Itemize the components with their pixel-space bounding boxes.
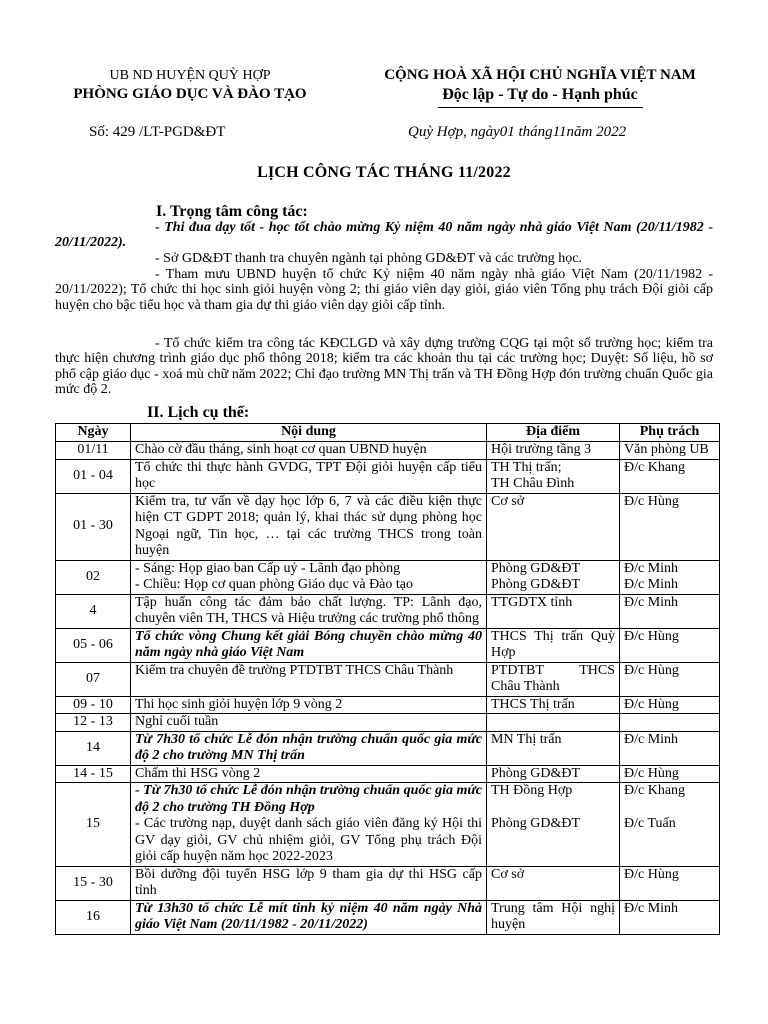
row-place: THCS Thị trấn Quỳ Hợp: [487, 628, 620, 662]
schedule-table: [55, 423, 720, 935]
row-place: TH Thị trấn; TH Châu Đình: [487, 459, 620, 493]
table-row: [56, 442, 720, 460]
document-number: Số: 429 /LT-PGD&ĐT: [89, 124, 226, 140]
table-row: [56, 493, 720, 560]
row-person: Đ/c Khang: [620, 459, 720, 493]
col-header-day: Ngày: [56, 424, 131, 442]
row-day: 09 - 10: [56, 696, 131, 714]
row-day: 01 - 30: [56, 493, 131, 560]
row-place: MN Thị trấn: [487, 731, 620, 765]
table-row: [56, 696, 720, 714]
row-content: Bồi dưỡng đội tuyển HSG lớp 9 tham gia dự thi HSG cấp tỉnh: [131, 866, 487, 900]
row-person: Đ/c Hùng: [620, 628, 720, 662]
row-day: 02: [56, 560, 131, 594]
table-row: [56, 662, 720, 696]
table-row: [56, 594, 720, 628]
row-person: Đ/c Hùng: [620, 696, 720, 714]
table-row: [56, 459, 720, 493]
national-title: CỘNG HOÀ XÃ HỘI CHỦ NGHĨA VIỆT NAM: [384, 67, 696, 83]
row-place: THCS Thị trấn: [487, 696, 620, 714]
row-place-2: Phòng GD&ĐT: [491, 815, 581, 831]
row-place: Trung tâm Hội nghị huyện: [487, 900, 620, 934]
agency-name: PHÒNG GIÁO DỤC VÀ ĐÀO TẠO: [73, 86, 307, 102]
row-day: 4: [56, 594, 131, 628]
row-content: - Sáng: Họp giao ban Cấp uỷ - Lãnh đạo phòng - Chiều: Họp cơ quan phòng Giáo dục và Đào tạo: [131, 560, 487, 594]
col-header-place: Địa điểm: [487, 424, 620, 442]
row-day: 15: [56, 783, 131, 867]
table-row: [56, 714, 720, 732]
table-row: [56, 731, 720, 765]
row-day: 01 - 04: [56, 459, 131, 493]
focus-paragraph-3: - Tham mưu UBND huyện tổ chức Kỷ niệm 40 năm ngày nhà giáo Việt Nam (20/11/1982 - 20/11/2022); Tổ chức thi học sinh giỏi huyện vòng 2; thi giáo viên dạy giỏi, giáo viên Tổng phụ trách Đội giỏi cấp huyện cho bậc tiểu học và tham gia dự thi giáo viên dạy giỏi cấp tỉnh.: [55, 267, 713, 313]
focus-paragraph-2: - Sở GD&ĐT thanh tra chuyên ngành tại phòng GD&ĐT và các trường học.: [155, 251, 583, 266]
row-place: Hội trường tầng 3: [487, 442, 620, 460]
row-content: Tổ chức thi thực hành GVDG, TPT Đội giỏi huyện cấp tiểu học: [131, 459, 487, 493]
row-day: 01/11: [56, 442, 131, 460]
row-place: [487, 783, 620, 867]
row-person: Văn phòng UB: [620, 442, 720, 460]
row-person: Đ/c Hùng: [620, 493, 720, 560]
row-content: Tập huấn công tác đảm bảo chất lượng. TP: Lãnh đạo, chuyên viên TH, THCS và Hiệu trưởng các trường phổ thông: [131, 594, 487, 628]
motto-underline: [438, 107, 643, 108]
row-person: [620, 783, 720, 867]
row-content-bold: - Từ 7h30 tổ chức Lễ đón nhận trường chuẩn quốc gia mức độ 2 cho trường TH Đồng Hợp: [135, 783, 482, 815]
row-place: Phòng GD&ĐT Phòng GD&ĐT: [487, 560, 620, 594]
row-day: 16: [56, 900, 131, 934]
national-motto: Độc lập - Tự do - Hạnh phúc: [442, 86, 638, 103]
row-day: 12 - 13: [56, 714, 131, 732]
document-title: LỊCH CÔNG TÁC THÁNG 11/2022: [257, 164, 511, 181]
row-person: Đ/c Minh: [620, 594, 720, 628]
table-header-row: [56, 424, 720, 442]
section-2-heading: II. Lịch cụ thể:: [147, 404, 250, 421]
row-day: 15 - 30: [56, 866, 131, 900]
row-content: Tổ chức vòng Chung kết giải Bóng chuyền chào mừng 40 năm ngày nhà giáo Việt Nam: [131, 628, 487, 662]
focus-paragraph-4: - Tổ chức kiểm tra công tác KĐCLGD và xây dựng trường CQG tại một số trường học; kiểm tra thực hiện chương trình giáo dục phổ thông 2018; kiểm tra các khoản thu tại các trường học; Duyệt: Số liệu, hồ sơ phổ cập giáo dục - xoá mù chữ năm 2022; Chỉ đạo trường MN Thị trấn và TH Đồng Hợp đón trường chuẩn Quốc gia mức độ 2.: [55, 336, 713, 398]
table-row: [56, 628, 720, 662]
row-content: Từ 13h30 tổ chức Lễ mít tinh kỷ niệm 40 năm ngày Nhà giáo Việt Nam (20/11/1982 - 20/11/2022): [131, 900, 487, 934]
row-person-2: Đ/c Tuấn: [624, 815, 676, 831]
col-header-person: Phụ trách: [620, 424, 720, 442]
row-content-sub: - Các trường nạp, duyệt danh sách giáo viên đăng ký Hội thi GV dạy giỏi, GV chủ nhiệm giỏi, GV Tổng phụ trách Đội giỏi cấp huyện năm học 2022-2023: [135, 816, 482, 864]
row-content: Chào cờ đầu tháng, sinh hoạt cơ quan UBND huyện: [131, 442, 487, 460]
row-place: Cơ sở: [487, 866, 620, 900]
row-place: Phòng GD&ĐT: [487, 765, 620, 783]
row-person: Đ/c Hùng: [620, 866, 720, 900]
row-person: [620, 714, 720, 732]
row-person-1: Đ/c Khang: [624, 783, 686, 798]
row-person: Đ/c Minh Đ/c Minh: [620, 560, 720, 594]
row-person: Đ/c Minh: [620, 900, 720, 934]
focus-paragraph-1: - Thi đua dạy tốt - học tốt chào mừng Kỷ niệm 40 năm ngày nhà giáo Việt Nam (20/11/1982 - 20/11/2022).: [55, 220, 713, 251]
table-row: [56, 765, 720, 783]
col-header-content: Nội dung: [131, 424, 487, 442]
row-content: [131, 783, 487, 867]
table-row: [56, 783, 720, 867]
row-place: PTDTBT THCS Châu Thành: [487, 662, 620, 696]
place-date: Quỳ Hợp, ngày01 tháng11năm 2022: [408, 124, 627, 140]
row-day: 14 - 15: [56, 765, 131, 783]
row-person: Đ/c Minh: [620, 731, 720, 765]
row-person: Đ/c Hùng: [620, 765, 720, 783]
table-row: [56, 560, 720, 594]
row-content: Từ 7h30 tổ chức Lễ đón nhận trường chuẩn quốc gia mức độ 2 cho trường MN Thị trấn: [131, 731, 487, 765]
row-content: Chấm thi HSG vòng 2: [131, 765, 487, 783]
row-place: TTGDTX tỉnh: [487, 594, 620, 628]
table-row: [56, 866, 720, 900]
agency-parent: UB ND HUYỆN QUỲ HỢP: [109, 68, 271, 83]
row-person: Đ/c Hùng: [620, 662, 720, 696]
row-content: Kiểm tra, tư vấn về dạy học lớp 6, 7 và các điều kiện thực hiện CT GDPT 2018; quản lý, khai thác sử dụng phòng học Ngoại ngữ, Tin học, … tại các trường THCS trong toàn huyện: [131, 493, 487, 560]
section-1-heading: I. Trọng tâm công tác:: [156, 203, 308, 220]
row-day: 05 - 06: [56, 628, 131, 662]
row-place-1: TH Đồng Hợp: [491, 783, 573, 798]
row-content: Thi học sinh giỏi huyện lớp 9 vòng 2: [131, 696, 487, 714]
row-place: Cơ sở: [487, 493, 620, 560]
row-day: 07: [56, 662, 131, 696]
row-day: 14: [56, 731, 131, 765]
row-place: [487, 714, 620, 732]
row-content: Nghỉ cuối tuần: [131, 714, 487, 732]
row-content: Kiểm tra chuyên đề trường PTDTBT THCS Châu Thành: [131, 662, 487, 696]
table-row: [56, 900, 720, 934]
